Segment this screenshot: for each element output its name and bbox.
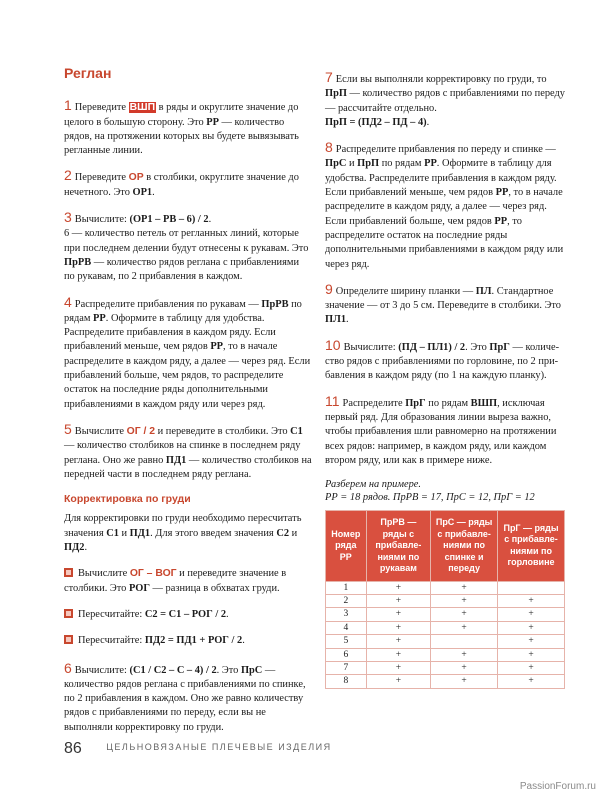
step-text: .	[208, 214, 212, 226]
accent-term: ОГ / 2	[126, 425, 156, 437]
term: ПЛ1	[325, 314, 347, 326]
text: . Для этого введем значения	[150, 527, 277, 539]
step-text: по рядам	[379, 158, 425, 170]
formula: С2 = С1 – РОГ / 2	[144, 608, 227, 620]
table-cell	[431, 635, 498, 648]
term: ОР1	[132, 186, 153, 198]
term: С1	[290, 425, 303, 437]
text: Вычислите	[78, 568, 130, 580]
term: ПрП	[357, 158, 380, 170]
term: ПЛ	[475, 285, 492, 297]
step-text: Распределите прибавления по рукавам —	[74, 298, 262, 310]
formula: (ПД – ПЛ1) / 2	[398, 341, 466, 353]
table-cell: +	[431, 675, 498, 688]
step-number: 9	[325, 280, 333, 297]
table-row	[326, 621, 565, 634]
step-text: Переведите	[74, 172, 129, 184]
step-number: 4	[64, 293, 72, 310]
step-number: 5	[64, 420, 72, 437]
term: ПрГ	[489, 341, 510, 353]
step-text: Вычислите:	[74, 664, 130, 676]
table-cell: +	[366, 662, 431, 675]
term: ПрС	[325, 158, 347, 170]
bullet-2	[64, 608, 312, 622]
step-text: , исключая первый ряд. Для образования линии выреза важно, чтобы прибавления шли равномерно на протяжении всех рядов: например, в каждом ряду, или каждом втором ряду, или как в примере ниже.	[325, 397, 557, 466]
term: ПД2	[64, 542, 85, 554]
table-cell: +	[366, 675, 431, 688]
column-header: ПрГ — ряды с прибавлениями по горловине	[498, 511, 565, 582]
term: ПрГ	[405, 397, 426, 409]
term: ПрРВ	[261, 298, 289, 310]
column-header: ПрС — ряды с прибавлениями по спинке и переду	[431, 511, 498, 582]
step-text: .	[346, 314, 349, 326]
step-text: . Оформите в таблицу для удобства. Распределите прибавления в каждом ряду. Если прибавлений меньше, чем рядов	[325, 158, 557, 199]
table-cell: 7	[326, 662, 367, 675]
term: РР	[93, 312, 106, 324]
text: и	[118, 527, 130, 539]
accent-term: ОР	[128, 172, 144, 184]
step-text: Распределите	[342, 397, 406, 409]
text: — разница в обхватах груди.	[149, 582, 280, 594]
step-6	[64, 661, 312, 735]
square-bullet-icon	[64, 609, 73, 618]
table-cell: +	[431, 648, 498, 661]
step-text: — количество рядов с прибавлениями по горловине, по 2 прибавления в каждом ряду (по 1 на каждую планку).	[325, 341, 560, 382]
table-row	[326, 675, 565, 688]
left-column	[64, 66, 312, 745]
step-number: 8	[325, 139, 333, 156]
term: РР	[206, 116, 219, 128]
step-number: 2	[64, 167, 72, 184]
step-2	[64, 168, 312, 200]
table-cell: +	[431, 608, 498, 621]
step-text: — количество рядов реглана с прибавлениями по спинке, по 2 прибавления в каждом. Оно же равно количеству рядов с прибавлениями по переду, если вы не выполняли корректировку по груди.	[64, 664, 306, 733]
table-cell: +	[431, 595, 498, 608]
step-text: — количество рядов, на протяжении которых вы будете вывязывать регланные линии.	[64, 116, 299, 157]
table-cell: +	[431, 581, 498, 594]
table-cell: +	[498, 621, 565, 634]
table-cell: +	[498, 662, 565, 675]
table-cell: +	[498, 608, 565, 621]
square-bullet-icon	[64, 635, 73, 644]
table-cell: +	[366, 581, 431, 594]
table-row	[326, 581, 565, 594]
table-cell: +	[366, 621, 431, 634]
table-cell: +	[498, 648, 565, 661]
table-cell: +	[366, 595, 431, 608]
table-cell: +	[498, 675, 565, 688]
term: ВШП	[470, 397, 498, 409]
column-header: Номер ряда РР	[326, 511, 367, 582]
step-text: по рядам	[64, 298, 302, 324]
term: РОГ	[128, 582, 150, 594]
square-bullet-icon	[64, 568, 73, 577]
term: С2	[276, 527, 290, 539]
step-text: Вычислите:	[343, 341, 399, 353]
formula: (С1 / С2 – С – 4) / 2	[129, 664, 217, 676]
table-cell: +	[431, 621, 498, 634]
step-10	[325, 338, 565, 384]
step-text: и	[346, 158, 358, 170]
step-text: Распределите прибавления по переду и спинке —	[335, 144, 556, 156]
step-text: Вычислите:	[74, 214, 130, 226]
step-text: . Это	[465, 341, 490, 353]
term: ПД1	[165, 454, 187, 466]
example-heading: Разберем на примере.	[325, 479, 421, 491]
step-text: , то распределите остаток на последние ряды дополнительными прибавлениями в каждом ряду или через ряд.	[325, 215, 564, 270]
step-number: 10	[325, 336, 341, 353]
step-text: Определите ширину планки —	[335, 285, 476, 297]
step-text: — количество рядов с прибавлениями по переду — рассчитайте отдельно.	[325, 88, 566, 114]
text: Пересчитайте:	[78, 635, 145, 647]
table-cell: +	[498, 635, 565, 648]
step-text: . Стандартное значение — от 3 до 5 см. Переведите в столбики. Это	[325, 285, 561, 312]
step-text: — количество столбиков на спинке в последнем ряду реглана. Оно же равно	[64, 440, 301, 466]
subsection-title: Корректировка по груди	[64, 493, 191, 506]
step-8	[325, 140, 565, 272]
step-4	[64, 295, 312, 412]
text: .	[84, 542, 88, 554]
table-cell: +	[498, 595, 565, 608]
example-note	[325, 478, 565, 504]
step-1	[64, 98, 312, 158]
step-text: , то в начале распределите в каждом ряду, а далее — через ряд. Если прибавлений больше, чем рядов	[325, 187, 563, 227]
table-cell	[498, 581, 565, 594]
step-text: — количество рядов реглана с прибавлениями по рукавам, по 2 прибавления в каждом.	[64, 256, 300, 283]
step-text: Если вы выполняли корректировку по груди, то	[335, 74, 547, 85]
step-number: 6	[64, 659, 72, 676]
term: РР	[210, 341, 224, 353]
table-cell: 4	[326, 621, 367, 634]
step-text: .	[152, 186, 155, 198]
step-text: — количество столбиков на передней части в последнем ряду реглана.	[64, 454, 312, 480]
step-7	[325, 70, 565, 130]
table-cell: 8	[326, 675, 367, 688]
text: Пересчитайте:	[78, 608, 145, 620]
step-text: , то в начале распределите в каждом ряду, а далее — через ряд. Если прибавлений больше, чем рядов, то распределите остаток на последние ряды дополнительными прибавлениями в каждом ряду или через ряд.	[64, 341, 311, 410]
term: ПрП	[325, 88, 347, 100]
step-text: . Это	[216, 664, 241, 676]
table-row	[326, 595, 565, 608]
step-text: в столбики, округлите значение до нечетного. Это	[64, 172, 299, 198]
term: ПрС	[240, 664, 263, 676]
table-cell: 1	[326, 581, 367, 594]
column-header: ПрРВ — ряды с прибавлениями по рукавам	[366, 511, 431, 582]
table-row	[326, 635, 565, 648]
step-5	[64, 422, 312, 482]
text: и	[289, 527, 298, 539]
table-cell: +	[431, 662, 498, 675]
table-cell: 6	[326, 648, 367, 661]
table-cell: +	[366, 635, 431, 648]
example-values: РР = 18 рядов. ПрРВ = 17, ПрС = 12, ПрГ = 12	[325, 492, 535, 504]
page-number: 86	[64, 740, 82, 757]
step-text: по рядам	[425, 397, 471, 409]
table-header-row	[326, 511, 565, 582]
right-column	[325, 70, 565, 689]
step-number: 1	[64, 97, 72, 114]
correction-intro	[64, 512, 312, 555]
text: .	[226, 608, 229, 620]
step-9	[325, 282, 565, 328]
table-row	[326, 662, 565, 675]
running-title: ЦЕЛЬНОВЯЗАНЫЕ ПЛЕЧЕВЫЕ ИЗДЕЛИЯ	[106, 742, 332, 752]
term: РР	[424, 158, 437, 170]
section-title: Реглан	[64, 65, 112, 81]
step-number: 11	[325, 392, 340, 409]
term: РР	[494, 215, 508, 227]
formula: ПрП = (ПД2 – ПД – 4)	[325, 116, 427, 128]
distribution-table	[325, 510, 565, 689]
table-cell: 5	[326, 635, 367, 648]
term: ПрРВ	[64, 256, 92, 268]
step-text: .	[426, 116, 430, 128]
watermark: PassionForum.ru	[519, 781, 596, 792]
step-number: 3	[64, 209, 72, 226]
bullet-1	[64, 567, 312, 596]
page-footer	[64, 740, 332, 758]
step-text: . Оформите в таблицу для удобства. Распределите прибавления в каждом ряду. Если прибавлений меньше, чем рядов	[64, 312, 276, 353]
step-text: Переведите	[74, 102, 129, 114]
text: Для корректировки по груди необходимо пересчитать значения	[64, 513, 302, 539]
formula: ПД2 = ПД1 + РОГ / 2	[144, 635, 243, 647]
step-text: в ряды и округлите значение до целого в большую сторону. Это	[64, 102, 299, 128]
text: .	[242, 635, 245, 647]
step-text: Вычислите	[74, 425, 127, 437]
table-cell: +	[366, 608, 431, 621]
formula: (ОР1 – РВ – 6) / 2	[129, 214, 209, 226]
step-text: 6 — количество петель от регланных линий, которые при последнем делении будут отнесены к рукавам. Это	[64, 228, 309, 254]
text: и переведите значение в столбики. Это	[64, 568, 287, 594]
accent-term: ОГ – ВОГ	[129, 568, 177, 580]
table-cell: 3	[326, 608, 367, 621]
step-11	[325, 394, 565, 468]
term: ПД1	[129, 527, 151, 539]
term: РР	[495, 187, 509, 199]
table-cell: 2	[326, 595, 367, 608]
step-number: 7	[325, 69, 333, 85]
table-row	[326, 608, 565, 621]
highlight-term: ВШП	[129, 102, 156, 114]
step-3	[64, 210, 312, 284]
table-cell: +	[366, 648, 431, 661]
table-row	[326, 648, 565, 661]
step-text: и переведите в столбики. Это	[155, 425, 291, 437]
term: С1	[106, 527, 119, 539]
bullet-3	[64, 634, 312, 648]
